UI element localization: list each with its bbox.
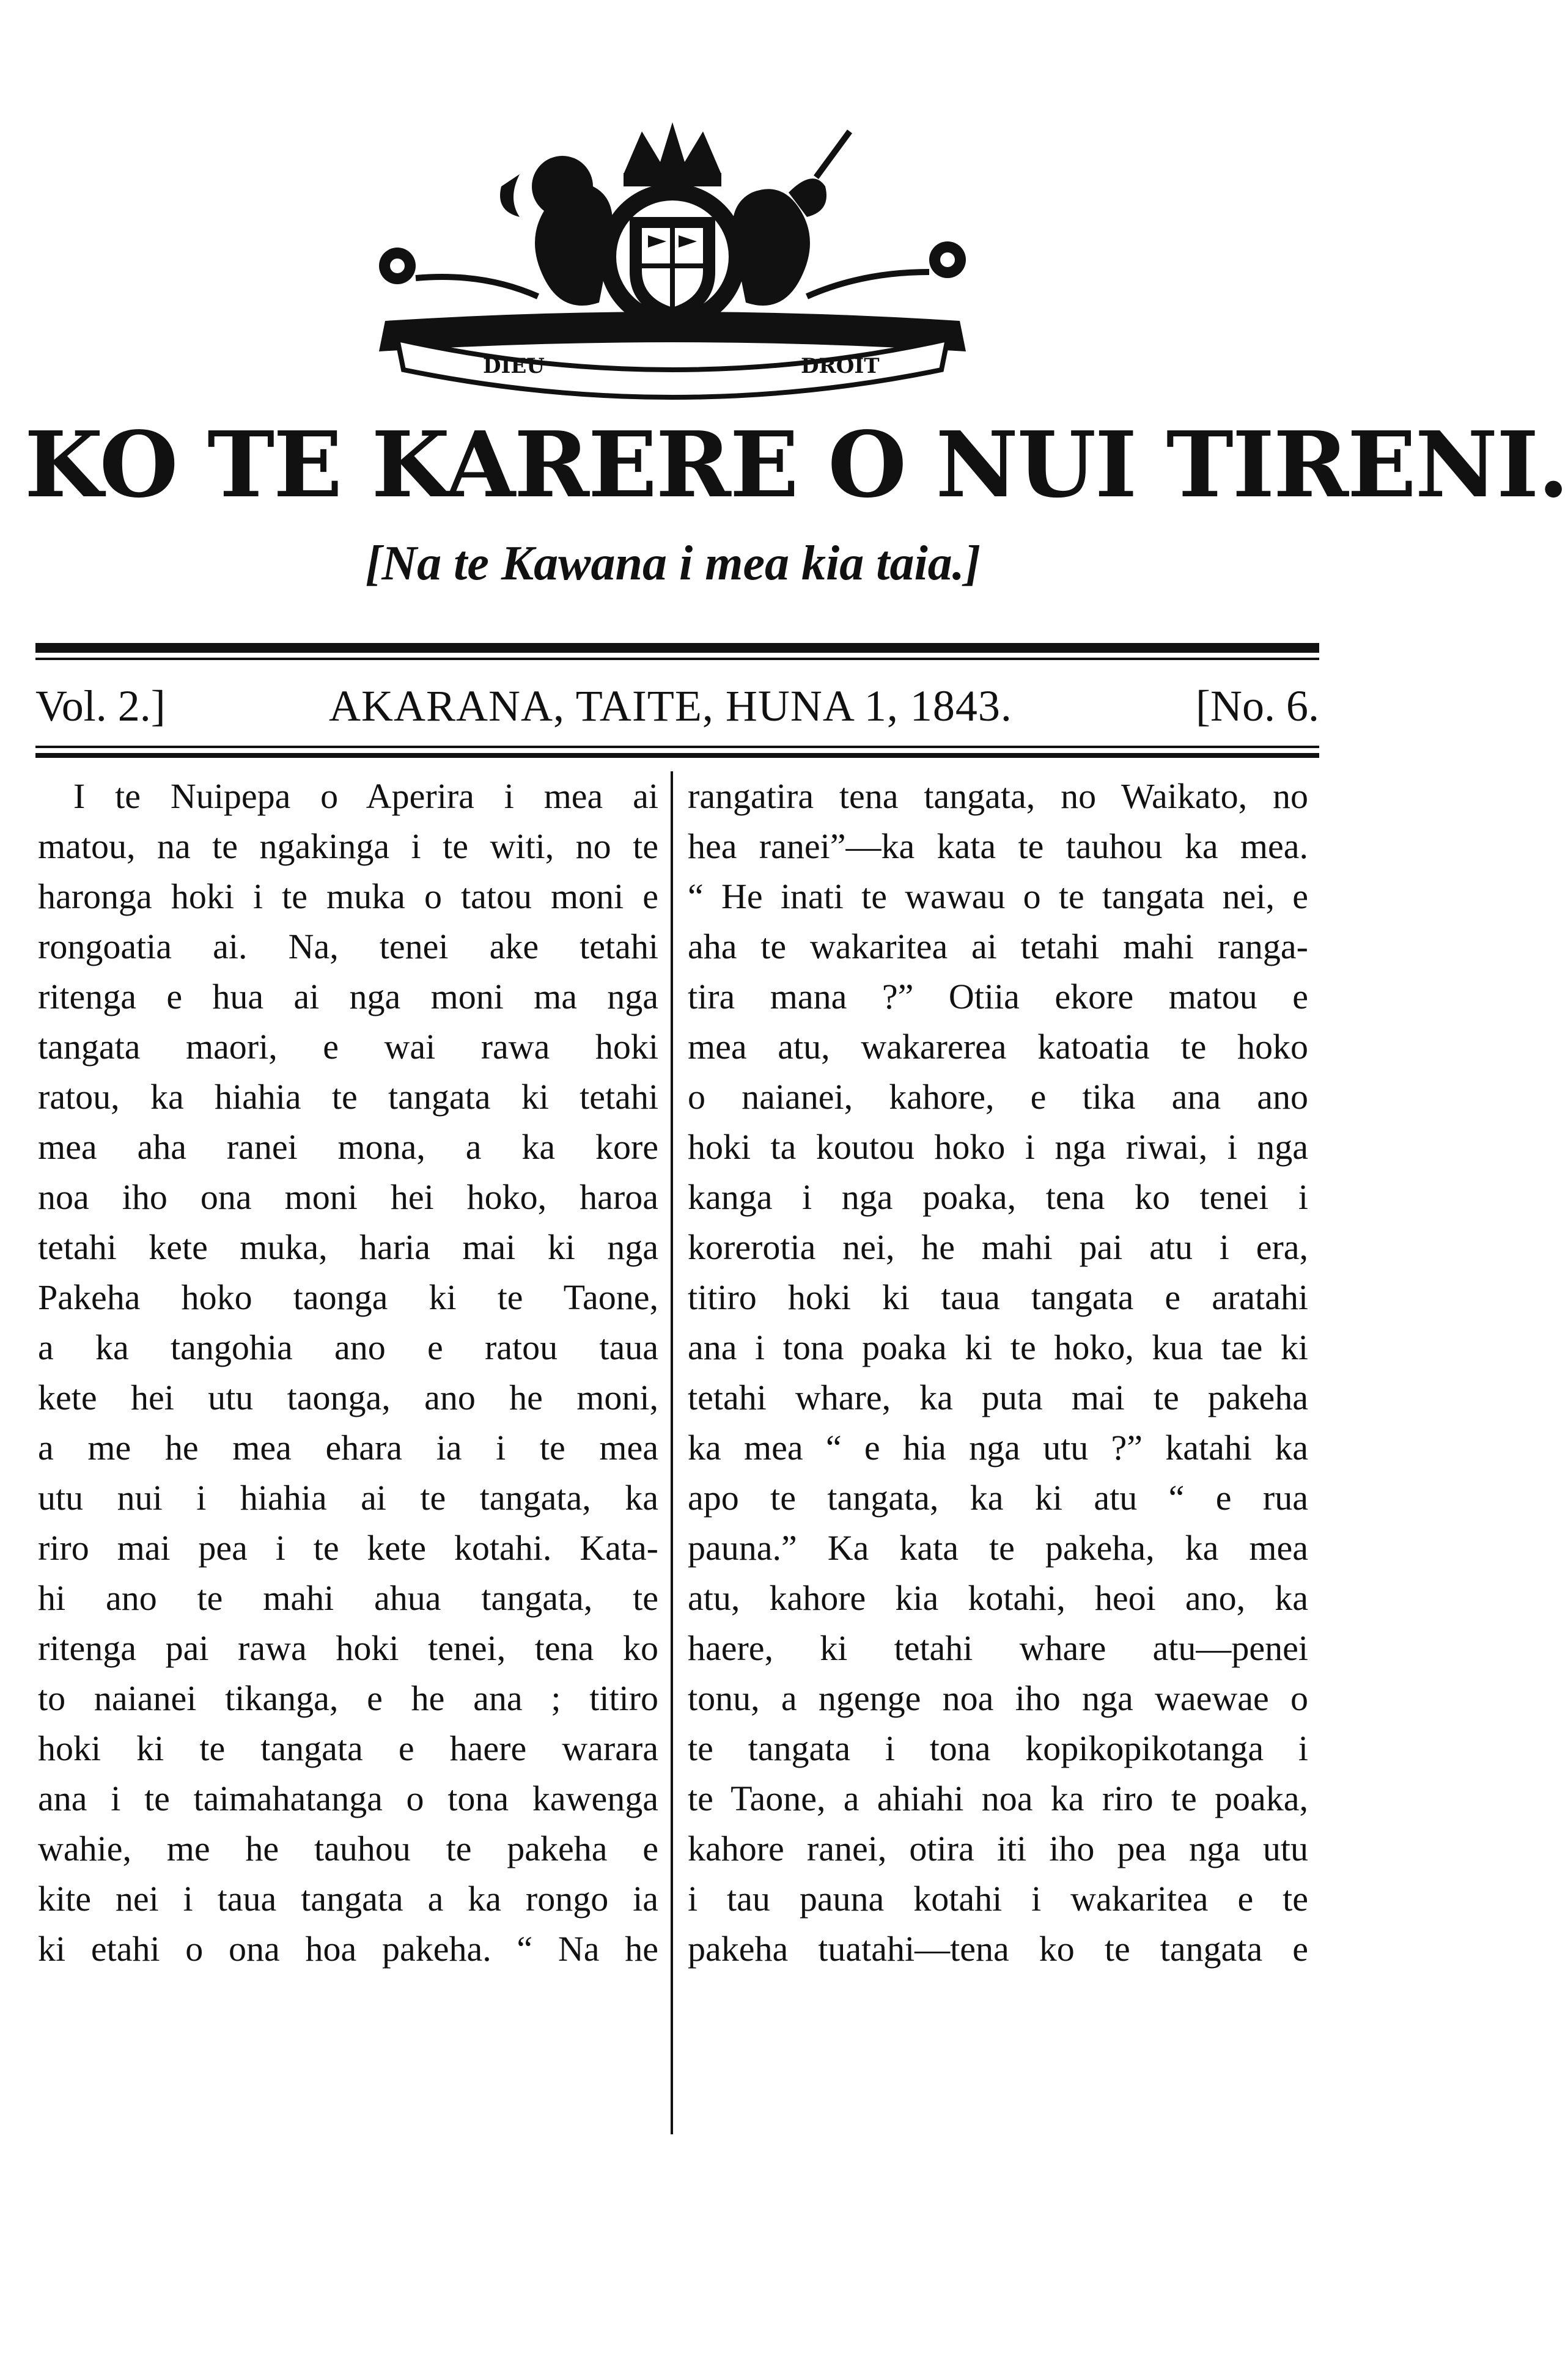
text-line: apo te tangata, ka ki atu “ e rua bbox=[688, 1478, 1308, 1518]
text-line: korerotia nei, he mahi pai atu i era, bbox=[688, 1227, 1308, 1267]
dateline-rule-thick bbox=[35, 753, 1319, 758]
text-line: ka mea “ e hia nga utu ?” katahi ka bbox=[688, 1428, 1308, 1467]
text-line: tonu, a ngenge noa iho nga waewae o bbox=[688, 1678, 1308, 1718]
text-line: pauna.” Ka kata te pakeha, ka mea bbox=[688, 1528, 1308, 1568]
text-line: atu, kahore kia kotahi, heoi ano, ka bbox=[688, 1578, 1308, 1618]
newspaper-subtitle: [Na te Kawana i mea kia taia.] bbox=[365, 537, 981, 590]
text-line: haere, ki tetahi whare atu—penei bbox=[688, 1628, 1308, 1668]
dateline-rule-thin bbox=[35, 746, 1319, 748]
masthead-rule-thick bbox=[35, 643, 1319, 653]
issue-number: [No. 6. bbox=[1196, 681, 1319, 730]
text-line: wahie, me he tauhou te pakeha e bbox=[38, 1829, 658, 1868]
text-line: rongoatia ai. Na, tenei ake tetahi bbox=[38, 927, 658, 966]
text-line: “ He inati te wawau o te tangata nei, e bbox=[688, 876, 1308, 916]
text-line: i tau pauna kotahi i wakaritea e te bbox=[688, 1879, 1308, 1919]
text-line: hoki ta koutou hoko i nga riwai, i nga bbox=[688, 1127, 1308, 1167]
text-line: ratou, ka hiahia te tangata ki tetahi bbox=[38, 1077, 658, 1117]
text-line: tetahi whare, ka puta mai te pakeha bbox=[688, 1378, 1308, 1417]
text-line: mea atu, wakarerea katoatia te hoko bbox=[688, 1027, 1308, 1067]
text-line: tetahi kete muka, haria mai ki nga bbox=[38, 1227, 658, 1267]
article-column-left bbox=[38, 771, 658, 1974]
text-line: haronga hoki i te muka o tatou moni e bbox=[38, 876, 658, 916]
volume-label: Vol. 2.] bbox=[35, 681, 166, 730]
text-line: ana i te taimahatanga o tona kawenga bbox=[38, 1779, 658, 1818]
text-line: rangatira tena tangata, no Waikato, no bbox=[688, 776, 1308, 816]
text-line: riro mai pea i te kete kotahi. Kata- bbox=[38, 1528, 658, 1568]
text-line: titiro hoki ki taua tangata e aratahi bbox=[688, 1277, 1308, 1317]
text-line: noa iho ona moni hei hoko, haroa bbox=[38, 1177, 658, 1217]
newspaper-title: KO TE KARERE O NUI TIRENI. bbox=[24, 411, 1568, 518]
text-line: kahore ranei, otira iti iho pea nga utu bbox=[688, 1829, 1308, 1868]
text-line: kete hei utu taonga, ano he moni, bbox=[38, 1378, 658, 1417]
text-line: Pakeha hoko taonga ki te Taone, bbox=[38, 1277, 658, 1317]
text-line: matou, na te ngakinga i te witi, no te bbox=[38, 826, 658, 866]
text-line: te tangata i tona kopikopikotanga i bbox=[688, 1728, 1308, 1768]
text-line: ritenga e hua ai nga moni ma nga bbox=[38, 977, 658, 1016]
text-line: utu nui i hiahia ai te tangata, ka bbox=[38, 1478, 658, 1518]
text-line: hea ranei”—ka kata te tauhou ka mea. bbox=[688, 826, 1308, 866]
dateline bbox=[35, 669, 1319, 743]
text-line: ana i tona poaka ki te hoko, kua tae ki bbox=[688, 1328, 1308, 1367]
text-line: hi ano te mahi ahua tangata, te bbox=[38, 1578, 658, 1618]
text-line: o naianei, kahore, e tika ana ano bbox=[688, 1077, 1308, 1117]
text-line: tira mana ?” Otiia ekore matou e bbox=[688, 977, 1308, 1016]
motto-left: DIEU bbox=[483, 354, 545, 378]
text-line: ritenga pai rawa hoki tenei, tena ko bbox=[38, 1628, 658, 1668]
text-line: tangata maori, e wai rawa hoki bbox=[38, 1027, 658, 1067]
text-line: aha te wakaritea ai tetahi mahi ranga- bbox=[688, 927, 1308, 966]
royal-coat-of-arms-icon bbox=[361, 119, 984, 382]
text-line: mea aha ranei mona, a ka kore bbox=[38, 1127, 658, 1167]
masthead-rule-thin bbox=[35, 658, 1319, 660]
text-line: kanga i nga poaka, tena ko tenei i bbox=[688, 1177, 1308, 1217]
text-line: I te Nuipepa o Aperira i mea ai bbox=[73, 776, 658, 816]
place-date: AKARANA, TAITE, HUNA 1, 1843. bbox=[329, 681, 1012, 730]
text-line: a me he mea ehara ia i te mea bbox=[38, 1428, 658, 1467]
text-line: pakeha tuatahi—tena ko te tangata e bbox=[688, 1929, 1308, 1969]
text-line: kite nei i taua tangata a ka rongo ia bbox=[38, 1879, 658, 1919]
article-column-right bbox=[688, 771, 1308, 1974]
column-divider bbox=[671, 771, 673, 2134]
text-line: te Taone, a ahiahi noa ka riro te poaka, bbox=[688, 1779, 1308, 1818]
text-line: a ka tangohia ano e ratou taua bbox=[38, 1328, 658, 1367]
text-line: ki etahi o ona hoa pakeha. “ Na he bbox=[38, 1929, 658, 1969]
text-line: to naianei tikanga, e he ana ; titiro bbox=[38, 1678, 658, 1718]
motto-right: DROIT bbox=[801, 354, 880, 378]
text-line: hoki ki te tangata e haere warara bbox=[38, 1728, 658, 1768]
